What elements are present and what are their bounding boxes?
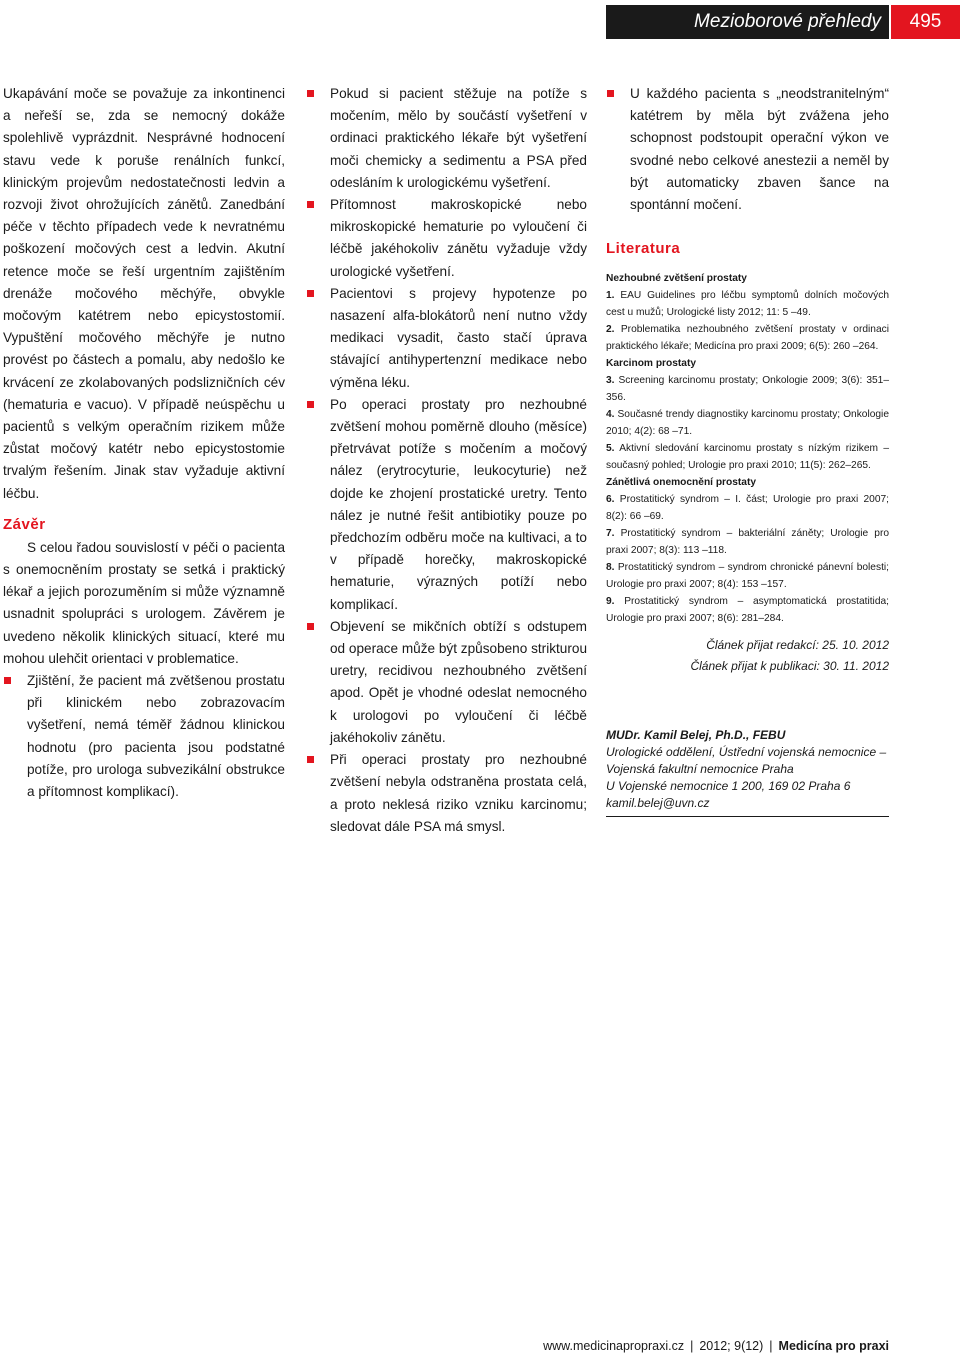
- reference-item: [606, 372, 889, 406]
- issue-info: 2012; 9(12): [699, 1339, 764, 1353]
- page-header: [606, 5, 960, 39]
- list-item-text: Po operaci prostaty pro nezhoubné zvětšení mohou poměrně dlouho (měsíce) přetrvávat potíže s močením a močový nález (erytrocyturie, leukocyturie) než dojde ke zhojení prostatické uretry. Tento nález je nutné řešit antibiotiky pouze po předchozím odběru moče na kultivaci, a to v případě horečky, makroskopické hematurie, výrazných potíží nebo komplikací.: [330, 396, 587, 612]
- reference-text: Problematika nezhoubného zvětšení prostaty v ordinaci praktického lékaře; Medicína pro praxi 2009; 6(5): 260 –264.: [606, 324, 889, 353]
- list-item: [306, 749, 587, 838]
- list-item: [306, 83, 587, 194]
- bullet-list: [606, 83, 889, 216]
- list-item: [3, 670, 285, 803]
- divider: |: [769, 1339, 773, 1353]
- reference-item: [606, 321, 889, 355]
- reference-group-title: Nezhoubné zvětšení prostaty: [606, 273, 747, 285]
- received-date: Článek přijat redakcí: 25. 10. 2012: [706, 638, 889, 653]
- article-dates: [606, 635, 889, 677]
- reference-item: [606, 491, 889, 525]
- reference-item: [606, 440, 889, 474]
- square-bullet-icon: [307, 756, 314, 763]
- journal-name: Medicína pro praxi: [778, 1339, 889, 1353]
- reference-text: Prostatitický syndrom – I. část; Urologie pro praxi 2007; 8(2): 66 –69.: [606, 494, 889, 523]
- website-link[interactable]: www.medicinapropraxi.cz: [543, 1339, 685, 1353]
- divider: |: [690, 1339, 694, 1353]
- list-item: [606, 83, 889, 216]
- reference-list: [606, 270, 889, 627]
- reference-number: 4.: [606, 409, 615, 421]
- page-footer: [515, 1338, 889, 1354]
- reference-text: Aktivní sledování karcinomu prostaty s nízkým rizikem – současný pohled; Urologie pro praxi 2010; 11(5): 262–265.: [606, 443, 889, 472]
- reference-item: [606, 525, 889, 559]
- reference-number: 5.: [606, 443, 615, 455]
- list-item-text: Při operaci prostaty pro nezhoubné zvětšení nebyla odstraněna prostata celá, a proto neklesá riziko vzniku karcinomu; sledovat dále PSA má smysl.: [330, 752, 587, 834]
- reference-item: [606, 287, 889, 321]
- column-2: [306, 83, 587, 838]
- list-item: [306, 616, 587, 749]
- divider: [606, 816, 889, 817]
- reference-text: Prostatitický syndrom – asymptomatická prostatitida; Urologie pro praxi 2007; 8(6): 281–284.: [606, 596, 889, 625]
- reference-text: Současné trendy diagnostiky karcinomu prostaty; Onkologie 2010; 4(2): 68 –71.: [606, 409, 889, 438]
- literature-heading: Literatura: [606, 240, 681, 258]
- author-address: U Vojenské nemocnice 1 200, 169 02 Praha 6: [606, 779, 851, 794]
- list-item: [306, 394, 587, 616]
- list-item: [306, 283, 587, 394]
- square-bullet-icon: [307, 201, 314, 208]
- section-title: Mezioborové přehledy: [606, 5, 889, 39]
- square-bullet-icon: [307, 623, 314, 630]
- square-bullet-icon: [307, 290, 314, 297]
- list-item-text: Pokud si pacient stěžuje na potíže s močením, mělo by součástí vyšetření v ordinaci praktického lékaře být vyšetření moči chemicky a sedimentu a PSA před odesláním k urologickému vyšetření.: [330, 86, 587, 190]
- reference-group-title: Karcinom prostaty: [606, 358, 697, 370]
- list-item-text: Objevení se mikčních obtíží s odstupem od operace může být způsobeno strikturou uretry, recidivou nezhoubného zvětšení apod. Opět je vhodné odeslat nemocného k urologovi po vyloučení či léčbě jakéhokoliv zánětu.: [330, 618, 587, 745]
- reference-number: 6.: [606, 494, 615, 506]
- reference-item: [606, 559, 889, 593]
- list-item-text: Zjištění, že pacient má zvětšenou prostatu při klinickém nebo zobrazovacím vyšetření, nemá téměř žádnou klinickou hodnotu (pro pacienta jsou podstatné potíže, pro urologa subvezikální obstrukce a přítomnost komplikací).: [27, 673, 285, 800]
- author-name: MUDr. Kamil Belej, Ph.D., FEBU: [606, 728, 786, 743]
- reference-number: 7.: [606, 528, 615, 540]
- reference-item: [606, 406, 889, 440]
- square-bullet-icon: [4, 677, 11, 684]
- reference-group-title: Zánětlivá onemocnění prostaty: [606, 477, 757, 489]
- list-item-text: U každého pacienta s „neodstranitelným“ katétrem by měla být zvážena jeho schopnost podstoupit operační výkon ve svodné nebo celkové anestezii a neměl by být automaticky zbaven šance na spontánní močení.: [630, 86, 889, 213]
- reference-item: [606, 593, 889, 627]
- reference-number: 8.: [606, 562, 615, 574]
- bullet-list: [306, 83, 587, 838]
- section-heading-zaver: Závěr: [3, 515, 46, 533]
- reference-number: 9.: [606, 596, 615, 608]
- accepted-date: Článek přijat k publikaci: 30. 11. 2012: [690, 659, 889, 674]
- page-number: 495: [891, 5, 960, 39]
- reference-number: 2.: [606, 324, 615, 336]
- body-paragraph: S celou řadou souvislostí v péči o pacienta s onemocněním prostaty se setká i praktický lékař a jejich porozuměním si může významně usnadnit spolupráci s urologem. Závěrem je uvedeno několik klinických situací, které mu mohou ulehčit orientaci v problematice.: [3, 539, 285, 666]
- bullet-list: [3, 670, 285, 803]
- author-affiliation: Vojenská fakultní nemocnice Praha: [606, 762, 794, 777]
- reference-text: Screening karcinomu prostaty; Onkologie 2009; 3(6): 351–356.: [606, 375, 889, 404]
- column-3: [606, 83, 889, 817]
- reference-number: 3.: [606, 375, 615, 387]
- author-affiliation: Urologické oddělení, Ústřední vojenská nemocnice –: [606, 745, 887, 760]
- reference-text: Prostatitický syndrom – syndrom chronické pánevní bolesti; Urologie pro praxi 2007; 8(4): 153 –157.: [606, 562, 889, 591]
- list-item-text: Pacientovi s projevy hypotenze po nasazení alfa-blokátorů není nutno vždy medikaci vysadit, často stačí úprava stávající antihypertenzní medikace nebo výměna léku.: [330, 285, 587, 390]
- author-block: [606, 727, 889, 817]
- square-bullet-icon: [607, 90, 614, 97]
- square-bullet-icon: [307, 401, 314, 408]
- body-paragraph: Ukapávání moče se považuje za inkontinenci a neřeší se, zda se nemocný dokáže spolehlivě vyprázdnit. Nesprávné hodnocení stavu vede k poruše renálních funkcí, klinickým projevům nedostatečnosti ledvin a rozvoji život ohrožujících zánětů. Zanedbání péče v těchto případech vede k nevratnému poškození močových cest a ledvin. Akutní retence moče se řeší urgentním zajištěním drenáže močového měchýře, obvykle močovým katétrem nebo epicystostomií. Vypuštění močového měchýře je nutno provést po částech a pomalu, aby nedošlo ke krvácení ze zkolabovaných podslizničních cév (hematuria e vacuo). V případě neúspěchu u pacientů s velkým operačním rizikem může zůstat močový katétr nebo epicystostomie trvalým řešením. Jinak stav vyžaduje aktivní léčbu.: [3, 86, 285, 501]
- reference-number: 1.: [606, 290, 615, 302]
- column-1: [3, 83, 285, 803]
- reference-text: Prostatitický syndrom – bakteriální záněty; Urologie pro praxi 2007; 8(3): 113 –118.: [606, 528, 889, 557]
- square-bullet-icon: [307, 90, 314, 97]
- reference-text: EAU Guidelines pro léčbu symptomů dolních močových cest u mužů; Urologické listy 2012; 11: 5 –49.: [606, 290, 889, 319]
- list-item: [306, 194, 587, 283]
- author-email[interactable]: kamil.belej@uvn.cz: [606, 796, 710, 811]
- list-item-text: Přítomnost makroskopické nebo mikroskopické hematurie po vyloučení či léčbě jakéhokoliv zánětu vyžaduje vždy urologické vyšetření.: [330, 197, 587, 279]
